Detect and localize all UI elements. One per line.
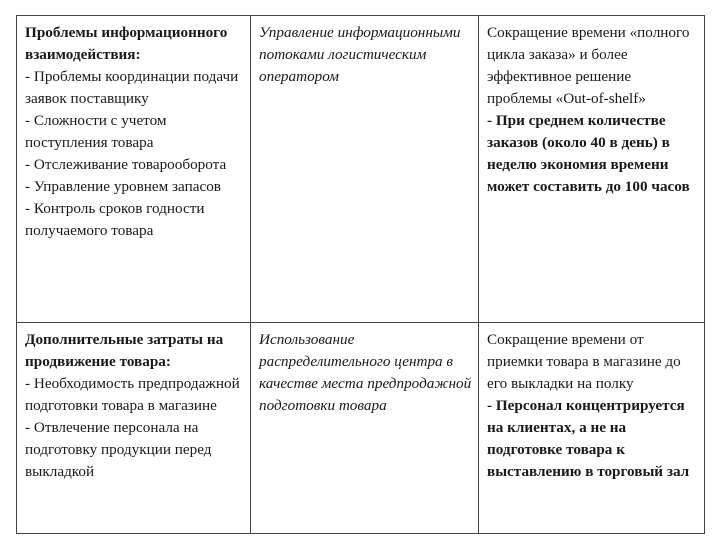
problem-item: - Отвлечение персонала на подготовку продукции перед выкладкой (25, 419, 212, 480)
problem-title: Проблемы информационного взаимодействия: (25, 24, 228, 63)
solution-cell (251, 323, 479, 534)
problem-title: Дополнительные затраты на продвижение товара: (25, 331, 224, 370)
problem-item: - Проблемы координации подачи заявок поставщику (25, 68, 239, 107)
problem-cell (17, 16, 251, 323)
result-main: Сокращение времени «полного цикла заказа» и более эффективное решение проблемы «Out-of-shelf» (487, 24, 690, 107)
problem-cell (17, 323, 251, 534)
result-cell (479, 323, 705, 534)
problem-item: - Отслеживание товарооборота (25, 156, 227, 173)
logistics-problems-table (16, 15, 705, 534)
table-row (17, 323, 705, 534)
result-main: Сокращение времени от приемки товара в магазине до его выкладки на полку (487, 331, 681, 392)
result-cell (479, 16, 705, 323)
problem-item: - Необходимость предпродажной подготовки товара в магазине (25, 375, 240, 414)
solution-text: Использование распределительного центра в качестве места предпродажной подготовки товара (259, 331, 472, 414)
solution-cell (251, 16, 479, 323)
result-detail: - Персонал концентрируется на клиентах, а не на подготовке товара к выставлению в торговый зал (487, 397, 690, 480)
result-detail: - При среднем количестве заказов (около 40 в день) в неделю экономия времени может составить до 100 часов (487, 112, 690, 195)
problem-item: - Контроль сроков годности получаемого товара (25, 200, 205, 239)
table-row (17, 16, 705, 323)
solution-text: Управление информационными потоками логистическим оператором (259, 24, 461, 85)
problem-item: - Управление уровнем запасов (25, 178, 221, 195)
problem-item: - Сложности с учетом поступления товара (25, 112, 167, 151)
